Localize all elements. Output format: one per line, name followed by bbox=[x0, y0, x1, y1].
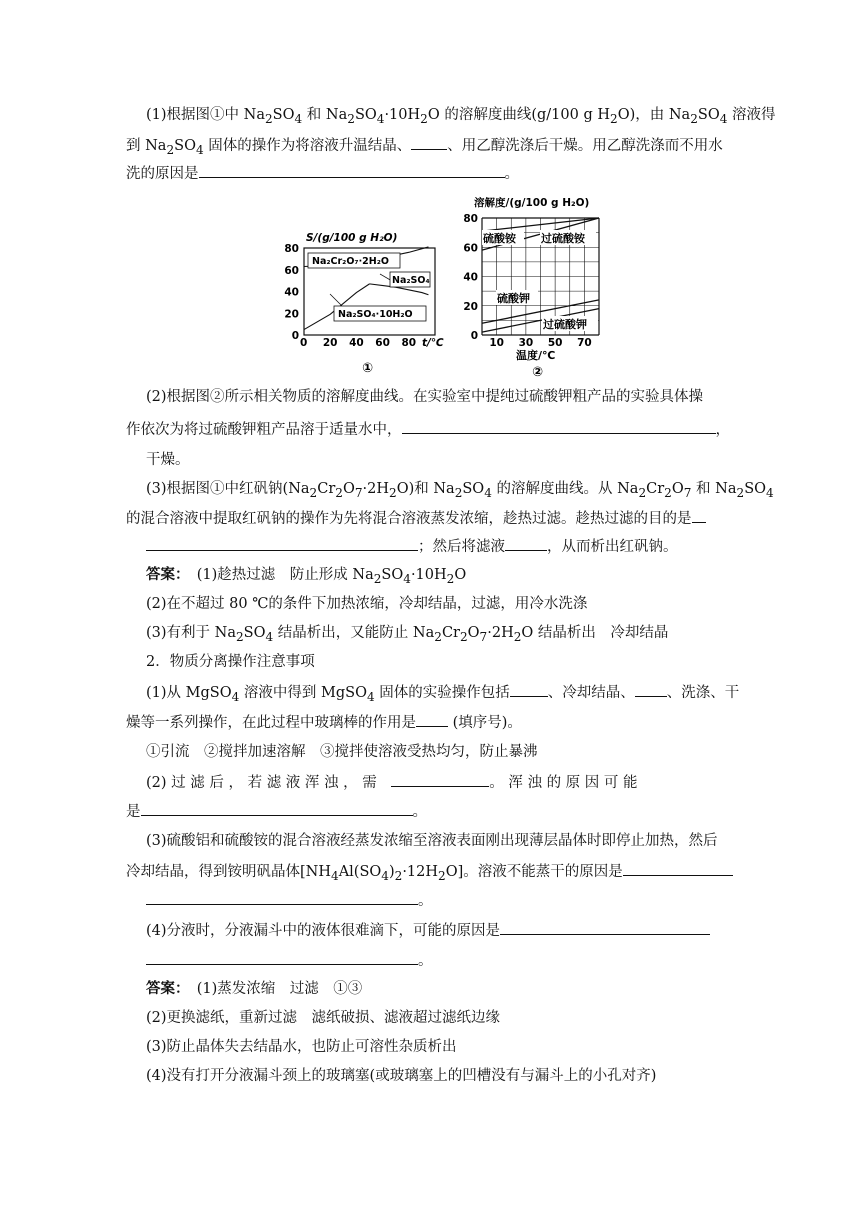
answer-blank bbox=[141, 801, 413, 816]
chart2-caption: ② bbox=[532, 365, 544, 380]
answer1-line3: (3)有利于 $Na_2SO_4$ 结晶析出，又能防止 $Na_2Cr_2O_7\cdot 2H_2O$ 结晶析出 冷却结晶 bbox=[146, 625, 669, 644]
answer-blank bbox=[692, 508, 706, 523]
chart2-label-ammonium-sulfate: 硫酸铵 bbox=[483, 232, 516, 245]
q2-line1: (2)根据图②所示相关物质的溶解度曲线。在实验室中提纯过硫酸钾粗产品的实验具体操 bbox=[146, 389, 704, 405]
section2-p2: 燥等一系列操作，在此过程中玻璃棒的作用是 (填序号)。 bbox=[126, 712, 522, 733]
chart2-y-tick-label: 80 bbox=[463, 213, 478, 225]
q1-line1: (1)根据图①中 $Na_2SO_4$ 和 $Na_2SO_4\cdot 10H_2O$ 的溶解度曲线(g/100 g $H_2O$)，由 $Na_2SO_4$ 溶液得 bbox=[146, 107, 776, 126]
answer-blank bbox=[500, 920, 710, 935]
answer-blank bbox=[411, 135, 447, 150]
answer-blank bbox=[199, 163, 505, 178]
answer-blank bbox=[146, 950, 418, 965]
chart1-ylabel: S/(g/100 g H₂O) bbox=[306, 232, 398, 244]
chart2-x-tick-label: 70 bbox=[577, 337, 592, 349]
chart1-label-na2so4: Na₂SO₄ bbox=[392, 275, 430, 286]
q2-line2: 作依次为将过硫酸钾粗产品溶于适量水中， ， bbox=[126, 419, 730, 440]
chart2-label-potassium-sulfate: 硫酸钾 bbox=[497, 292, 530, 305]
answer-blank bbox=[505, 536, 547, 551]
chart1-y-tick-label: 40 bbox=[284, 286, 299, 299]
chart2-y-tick-label: 60 bbox=[463, 242, 478, 255]
q1-line3: 洗的原因是 。 bbox=[126, 163, 519, 184]
chart2-y-tick-label: 40 bbox=[463, 271, 478, 284]
answer2-line1: 答案： (1)蒸发浓缩 过滤 ①③ bbox=[146, 980, 363, 997]
answer1-line1: 答案： (1)趁热过滤 防止形成 $Na_2SO_4\cdot 10H_2O$ bbox=[146, 566, 467, 586]
answer1-line2: (2)在不超过 80 ℃的条件下加热浓缩，冷却结晶，过滤，用冷水洗涤 bbox=[146, 596, 588, 612]
chart1-y-ticks bbox=[284, 243, 299, 342]
answer-blank bbox=[391, 772, 489, 787]
q3-line1: (3)根据图①中红矾钠$(Na_2Cr_2O_7\cdot 2H_2O)$和 $Na_2SO_4$ 的溶解度曲线。从 $Na_2Cr_2O_7$ 和 $Na_2SO_4$ bbox=[146, 481, 774, 500]
section2-p4: (2) 过 滤 后 ， 若 滤 液 浑 浊 ， 需 。 浑 浊 的 原 因 可 能 bbox=[146, 772, 638, 793]
answer-blank bbox=[146, 890, 418, 905]
chart2-ylabel: 溶解度/(g/100 g H₂O) bbox=[474, 197, 590, 209]
chart2-y-ticks bbox=[463, 213, 478, 342]
section2-p5: 是 。 bbox=[126, 801, 427, 822]
solubility-chart-2 bbox=[460, 192, 610, 380]
chart1-x-tick-label: 40 bbox=[349, 337, 364, 349]
chart1-label-na2cr2o7: Na₂Cr₂O₇·2H₂O bbox=[312, 256, 389, 267]
chart2-x-ticks bbox=[489, 337, 591, 349]
chart2-x-tick-label: 10 bbox=[489, 337, 504, 349]
chart2-x-tick-label: 50 bbox=[547, 337, 563, 349]
chart1-y-tick-label: 80 bbox=[284, 243, 299, 255]
chart1-label-na2so4-10h2o: Na₂SO₄·10H₂O bbox=[338, 309, 413, 320]
chart1-x-tick-label: 60 bbox=[375, 337, 390, 349]
chart1-x-ticks bbox=[300, 337, 416, 349]
answer2-line2: (2)更换滤纸，重新过滤 滤纸破损、滤液超过滤纸边缘 bbox=[146, 1010, 501, 1026]
chart2-y-tick-label: 20 bbox=[463, 300, 478, 313]
section2-p10: 。 bbox=[146, 950, 433, 971]
section2-title: 2．物质分离操作注意事项 bbox=[146, 654, 315, 670]
chart2-xlabel: 温度/℃ bbox=[516, 349, 556, 362]
chart1-y-tick-label: 20 bbox=[284, 308, 299, 321]
chart2-label-ammonium-persulfate: 过硫酸铵 bbox=[541, 232, 585, 245]
chart1-leader-line bbox=[330, 294, 342, 306]
section2-p3: ①引流 ②搅拌加速溶解 ③搅拌使溶液受热均匀，防止暴沸 bbox=[146, 744, 538, 760]
section2-p8: 。 bbox=[146, 890, 433, 911]
q1-line2: 到 $Na_2SO_4$ 固体的操作为将溶液升温结晶、 、用乙醇洗涤后干燥。用乙醇洗涤而不用水 bbox=[126, 135, 723, 160]
q3-line3: ；然后将滤液 ，从而析出红矾钠。 bbox=[146, 536, 678, 557]
answer-blank bbox=[623, 861, 733, 876]
section2-p1: (1)从 MgSO$_4$ 溶液中得到 MgSO$_4$ 固体的实验操作包括 、冷却结晶、 、洗涤、干 bbox=[146, 682, 739, 707]
chart2-y-tick-label: 0 bbox=[470, 330, 478, 342]
chart1-caption: ① bbox=[362, 361, 374, 376]
chart1-x-tick-label: 0 bbox=[300, 337, 308, 349]
solubility-chart-1 bbox=[282, 228, 452, 378]
section2-p7: 冷却结晶，得到铵明矾晶体$[NH_4Al(SO_4)_2\cdot 12H_2O]$。溶液不能蒸干的原因是 bbox=[126, 861, 733, 886]
chart2-x-tick-label: 30 bbox=[518, 337, 534, 349]
chart1-x-tick-label: 20 bbox=[322, 337, 338, 349]
chart1-y-tick-label: 60 bbox=[284, 264, 299, 277]
chart1-x-tick-label: 80 bbox=[401, 337, 417, 349]
section2-p9: (4)分液时，分液漏斗中的液体很难滴下，可能的原因是 bbox=[146, 920, 710, 941]
chart1-x-unit: t/℃ bbox=[422, 337, 444, 349]
chart2-label-potassium-persulfate: 过硫酸钾 bbox=[543, 318, 587, 331]
chart1-y-tick-label: 0 bbox=[291, 330, 299, 342]
answer-blank bbox=[635, 682, 667, 697]
section2-p6: (3)硫酸铝和硫酸铵的混合溶液经蒸发浓缩至溶液表面刚出现薄层晶体时即停止加热，然后 bbox=[146, 833, 718, 849]
q3-line2: 的混合溶液中提取红矾钠的操作为先将混合溶液蒸发浓缩，趁热过滤。趁热过滤的目的是 bbox=[126, 508, 706, 529]
answer-blank bbox=[416, 712, 448, 727]
answer-blank bbox=[510, 682, 548, 697]
answer-blank bbox=[402, 419, 716, 434]
q2-line3: 干燥。 bbox=[146, 452, 190, 468]
answer2-line4: (4)没有打开分液漏斗颈上的玻璃塞(或玻璃塞上的凹槽没有与漏斗上的小孔对齐) bbox=[146, 1068, 657, 1084]
answer2-line3: (3)防止晶体失去结晶水，也防止可溶性杂质析出 bbox=[146, 1039, 457, 1055]
answer-blank bbox=[146, 536, 418, 551]
